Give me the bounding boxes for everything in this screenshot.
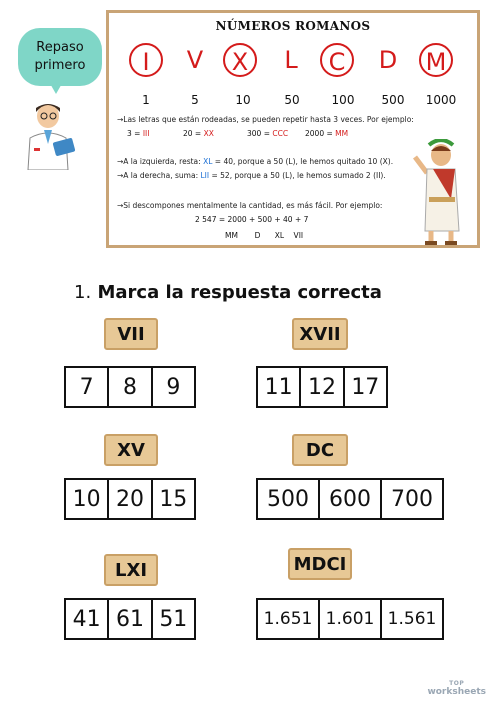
value-1: 1 [142, 93, 150, 107]
bubble-line-2: primero [34, 58, 86, 73]
example-2000: 2000 = MM [305, 129, 349, 138]
brand-line-2: worksheets [427, 687, 486, 697]
answer-option[interactable]: 1.651 [258, 600, 320, 638]
numeral-M: M [419, 43, 453, 77]
answer-option[interactable]: 20 [109, 480, 152, 518]
answer-option[interactable]: 7 [66, 368, 109, 406]
exercise-title [74, 282, 382, 303]
answer-option[interactable]: 8 [109, 368, 152, 406]
numeral-X: X [223, 43, 257, 77]
answer-option[interactable]: 1.561 [387, 609, 437, 629]
answer-option[interactable]: 51 [159, 606, 188, 632]
answer-options [64, 478, 196, 520]
decomposition-numbers: 2 547 = 2000 + 500 + 40 + 7 [195, 215, 309, 224]
answer-option[interactable]: 17 [351, 374, 380, 400]
answer-options [256, 598, 444, 640]
speech-bubble-tail [48, 80, 64, 94]
rule-repeat: →Las letras que están rodeadas, se pueden repetir hasta 3 veces. Por ejemplo: [117, 115, 414, 124]
answer-option[interactable]: 600 [320, 480, 382, 518]
answer-option[interactable]: 12 [301, 368, 344, 406]
answer-option[interactable]: 61 [109, 600, 152, 638]
value-5: 5 [191, 93, 199, 107]
value-500: 500 [381, 93, 405, 107]
answer-option[interactable]: 15 [159, 486, 188, 512]
rule-subtract: →A la izquierda, resta: XL = 40, porque a 50 (L), le hemos quitado 10 (X). [117, 157, 394, 166]
numerals-row [123, 43, 447, 79]
numeral-L: L [284, 46, 298, 74]
decomposition-romans: MM D XL VII [225, 231, 304, 240]
example-3: 3 = III [127, 129, 150, 138]
speech-bubble [18, 28, 102, 86]
rule-decompose: →Si descompones mentalmente la cantidad, es más fácil. Por ejemplo: [117, 201, 383, 210]
answer-options [64, 598, 196, 640]
roman-card: XV [104, 434, 158, 466]
bubble-line-1: Repaso [36, 40, 84, 55]
example-300: 300 = CCC [247, 129, 289, 138]
brand-logo [427, 680, 486, 697]
roman-card: LXI [104, 554, 158, 586]
answer-options [256, 478, 444, 520]
answer-option[interactable]: 700 [391, 486, 433, 512]
roman-card: DC [292, 434, 348, 466]
value-10: 10 [235, 93, 251, 107]
answer-option[interactable]: 1.601 [320, 600, 382, 638]
numeral-I: I [129, 43, 163, 77]
numeral-C: C [320, 43, 354, 77]
answer-option[interactable]: 500 [258, 480, 320, 518]
answer-option[interactable]: 9 [166, 374, 181, 400]
example-20: 20 = XX [183, 129, 214, 138]
teacher-illustration [20, 100, 82, 170]
numeral-V: V [186, 46, 204, 74]
value-100: 100 [331, 93, 355, 107]
answer-option[interactable]: 41 [66, 600, 109, 638]
exercise-instruction: Marca la respuesta correcta [97, 282, 382, 303]
answer-option[interactable]: 11 [258, 368, 301, 406]
roman-card: MDCI [288, 548, 352, 580]
roman-card: VII [104, 318, 158, 350]
exercise-number: 1. [74, 282, 92, 303]
brand-line-1: TOP [449, 680, 465, 687]
roman-numerals-info-box [106, 10, 480, 248]
answer-options [64, 366, 196, 408]
value-50: 50 [284, 93, 300, 107]
info-title: NÚMEROS ROMANOS [215, 19, 371, 33]
value-1000: 1000 [425, 93, 457, 107]
rule-add: →A la derecha, suma: LII = 52, porque a 50 (L), le hemos sumado 2 (II). [117, 171, 386, 180]
roman-card: XVII [292, 318, 348, 350]
answer-options [256, 366, 388, 408]
answer-option[interactable]: 10 [66, 480, 109, 518]
values-row [123, 93, 457, 109]
numeral-D: D [378, 46, 398, 74]
roman-character-illustration [411, 139, 473, 247]
